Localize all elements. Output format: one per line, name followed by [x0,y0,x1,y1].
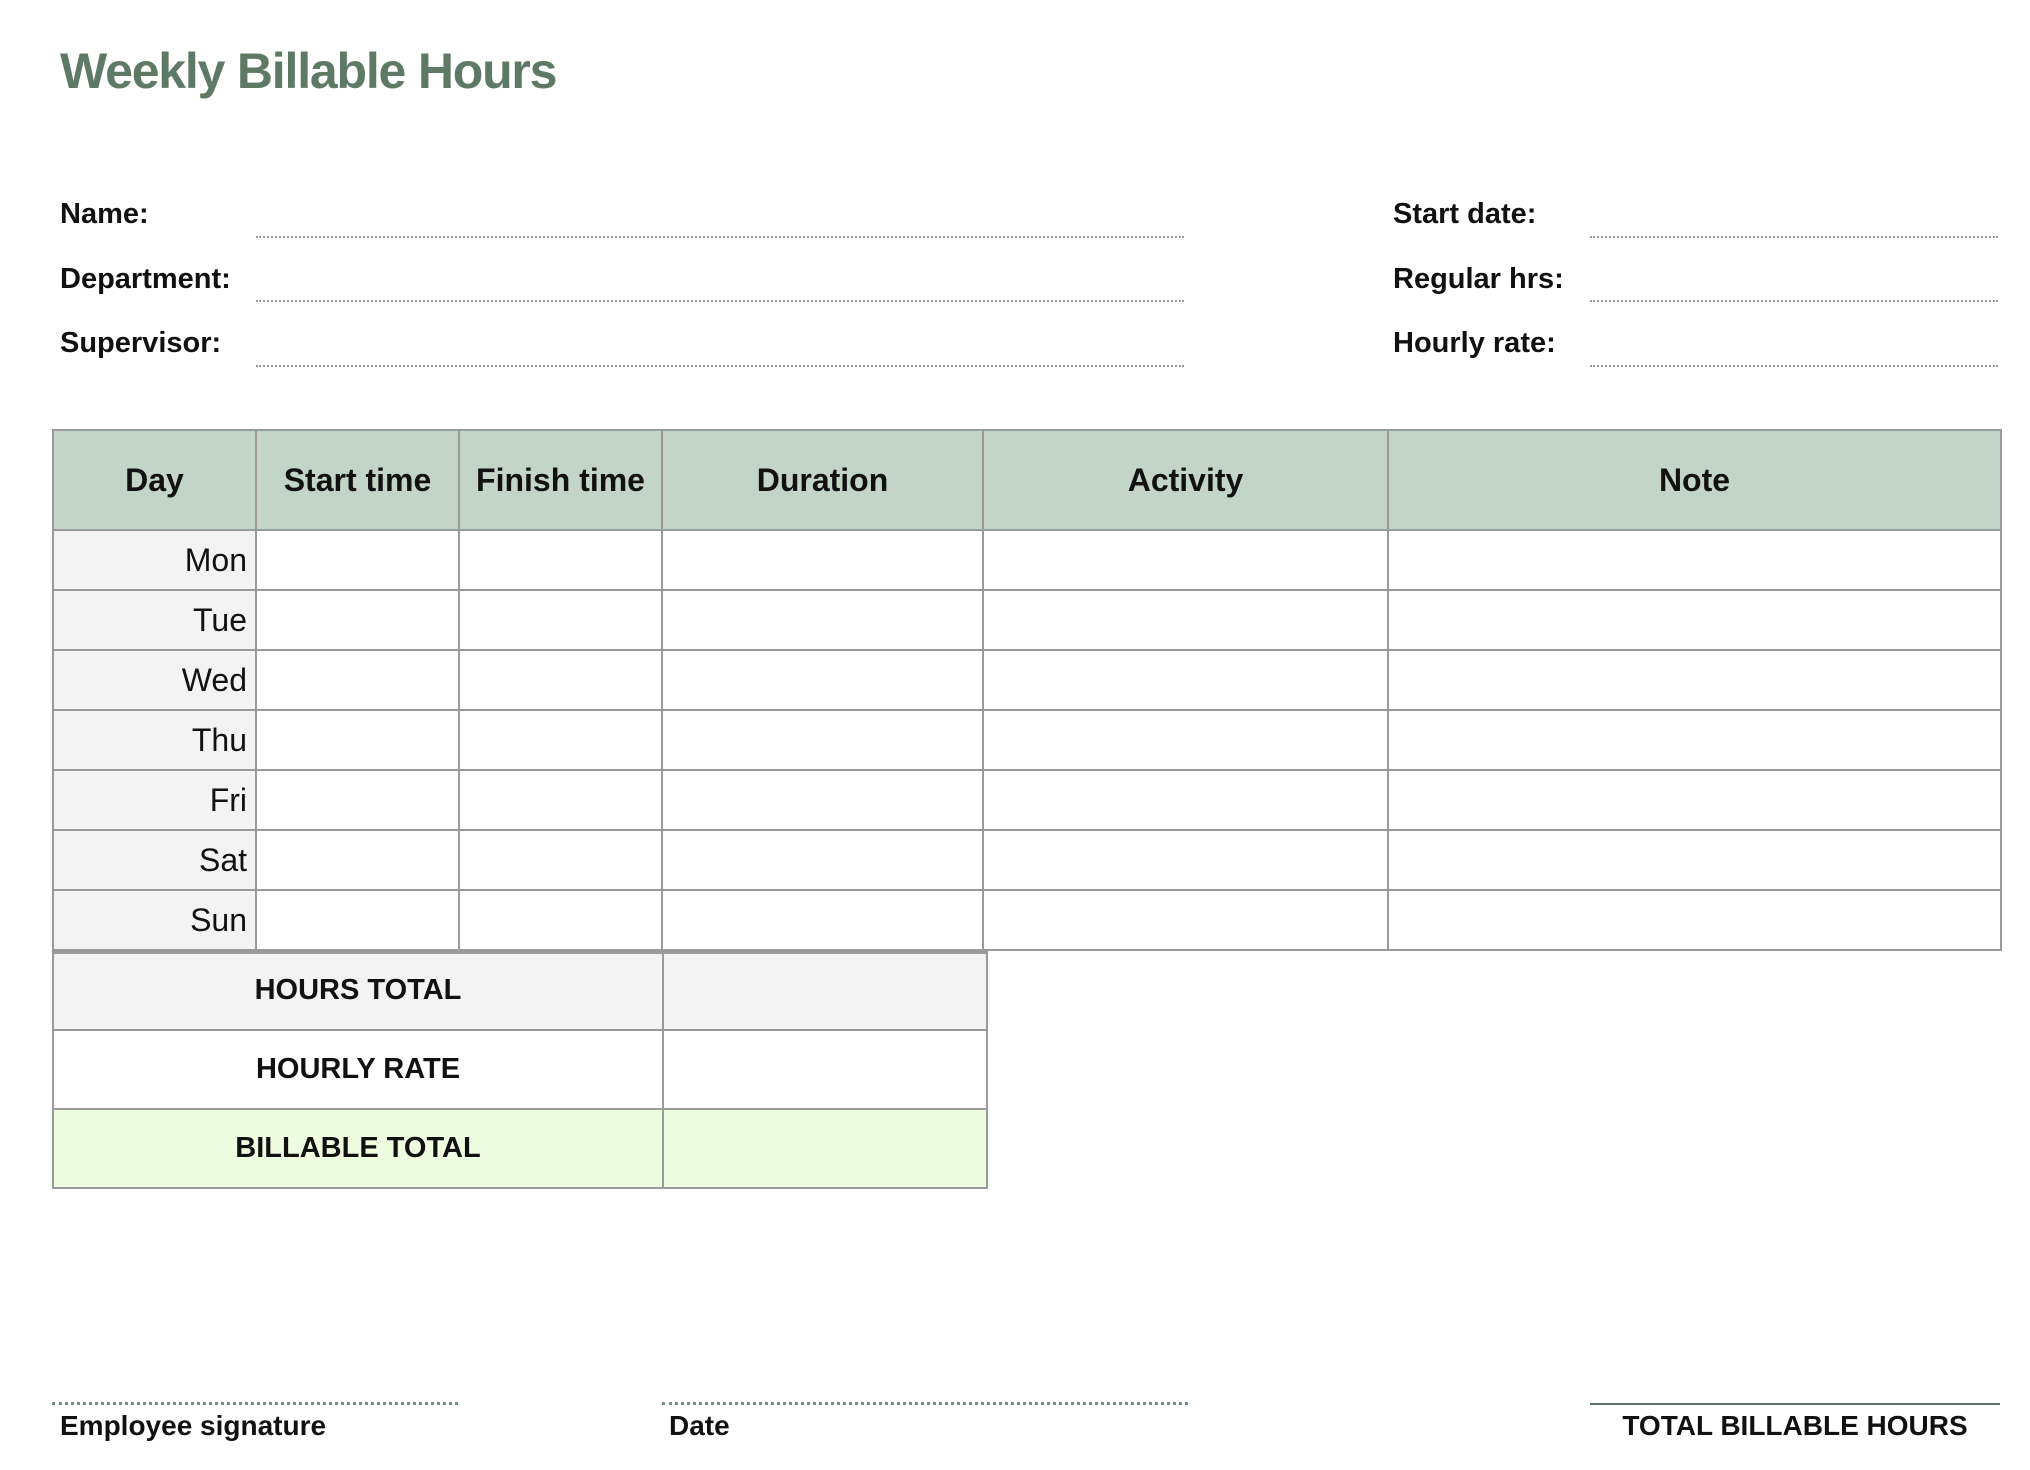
regular-hrs-label: Regular hrs: [1393,263,1564,295]
duration-cell[interactable] [662,770,983,830]
day-label: Mon [53,530,256,590]
day-label: Thu [53,710,256,770]
name-label: Name: [60,198,149,230]
start-time-cell[interactable] [256,770,459,830]
page-title: Weekly Billable Hours [60,43,557,99]
hours-total-value[interactable] [663,951,987,1030]
supervisor-label: Supervisor: [60,327,222,359]
column-header-activity: Activity [983,430,1388,530]
employee-signature-label: Employee signature [60,1410,327,1441]
duration-cell[interactable] [662,830,983,890]
finish-time-cell[interactable] [459,650,662,710]
name-field[interactable] [256,236,1184,238]
table-row [53,770,2001,830]
table-row [53,710,2001,770]
activity-cell[interactable] [983,890,1388,950]
hourly-rate-value[interactable] [663,1030,987,1109]
start-time-cell[interactable] [256,830,459,890]
duration-cell[interactable] [662,890,983,950]
note-cell[interactable] [1388,530,2001,590]
finish-time-cell[interactable] [459,710,662,770]
supervisor-field[interactable] [256,365,1184,367]
start-time-cell[interactable] [256,710,459,770]
hourly-rate-label: Hourly rate: [1393,327,1556,359]
day-label: Wed [53,650,256,710]
table-row [53,830,2001,890]
day-label: Sat [53,830,256,890]
duration-cell[interactable] [662,710,983,770]
note-cell[interactable] [1388,710,2001,770]
hourly-rate-field[interactable] [1590,365,1998,367]
date-label: Date [669,1410,730,1441]
finish-time-cell[interactable] [459,770,662,830]
duration-cell[interactable] [662,530,983,590]
note-cell[interactable] [1388,770,2001,830]
column-header-finish-time: Finish time [459,430,662,530]
table-row [53,530,2001,590]
activity-cell[interactable] [983,530,1388,590]
activity-cell[interactable] [983,590,1388,650]
activity-cell[interactable] [983,770,1388,830]
totals-table [52,950,988,1189]
department-label: Department: [60,263,231,295]
start-time-cell[interactable] [256,590,459,650]
start-time-cell[interactable] [256,650,459,710]
finish-time-cell[interactable] [459,590,662,650]
table-row [53,890,2001,950]
date-signature-line[interactable] [662,1402,1188,1405]
totals-divider [52,950,986,954]
activity-cell[interactable] [983,650,1388,710]
day-label: Sun [53,890,256,950]
activity-cell[interactable] [983,710,1388,770]
start-date-label: Start date: [1393,198,1537,230]
billable-total-value[interactable] [663,1109,987,1188]
hourly-rate-total-label: HOURLY RATE [53,1030,663,1109]
column-header-start-time: Start time [256,430,459,530]
note-cell[interactable] [1388,590,2001,650]
total-billable-hours-line[interactable] [1590,1403,2000,1405]
note-cell[interactable] [1388,650,2001,710]
hourly-rate-row [53,1030,987,1109]
day-label: Fri [53,770,256,830]
start-date-field[interactable] [1590,236,1998,238]
duration-cell[interactable] [662,590,983,650]
billable-total-label: BILLABLE TOTAL [53,1109,663,1188]
note-cell[interactable] [1388,890,2001,950]
timesheet-table [52,429,2002,951]
finish-time-cell[interactable] [459,830,662,890]
column-header-note: Note [1388,430,2001,530]
start-time-cell[interactable] [256,530,459,590]
column-header-duration: Duration [662,430,983,530]
department-field[interactable] [256,300,1184,302]
hours-total-label: HOURS TOTAL [53,951,663,1030]
regular-hrs-field[interactable] [1590,300,1998,302]
note-cell[interactable] [1388,830,2001,890]
column-header-day: Day [53,430,256,530]
billable-total-row [53,1109,987,1188]
header-row [53,430,2001,530]
hours-total-row [53,951,987,1030]
day-label: Tue [53,590,256,650]
table-row [53,590,2001,650]
activity-cell[interactable] [983,830,1388,890]
start-time-cell[interactable] [256,890,459,950]
duration-cell[interactable] [662,650,983,710]
finish-time-cell[interactable] [459,890,662,950]
total-billable-hours-label: TOTAL BILLABLE HOURS [1622,1410,1968,1441]
employee-signature-line[interactable] [52,1402,458,1405]
table-row [53,650,2001,710]
finish-time-cell[interactable] [459,530,662,590]
